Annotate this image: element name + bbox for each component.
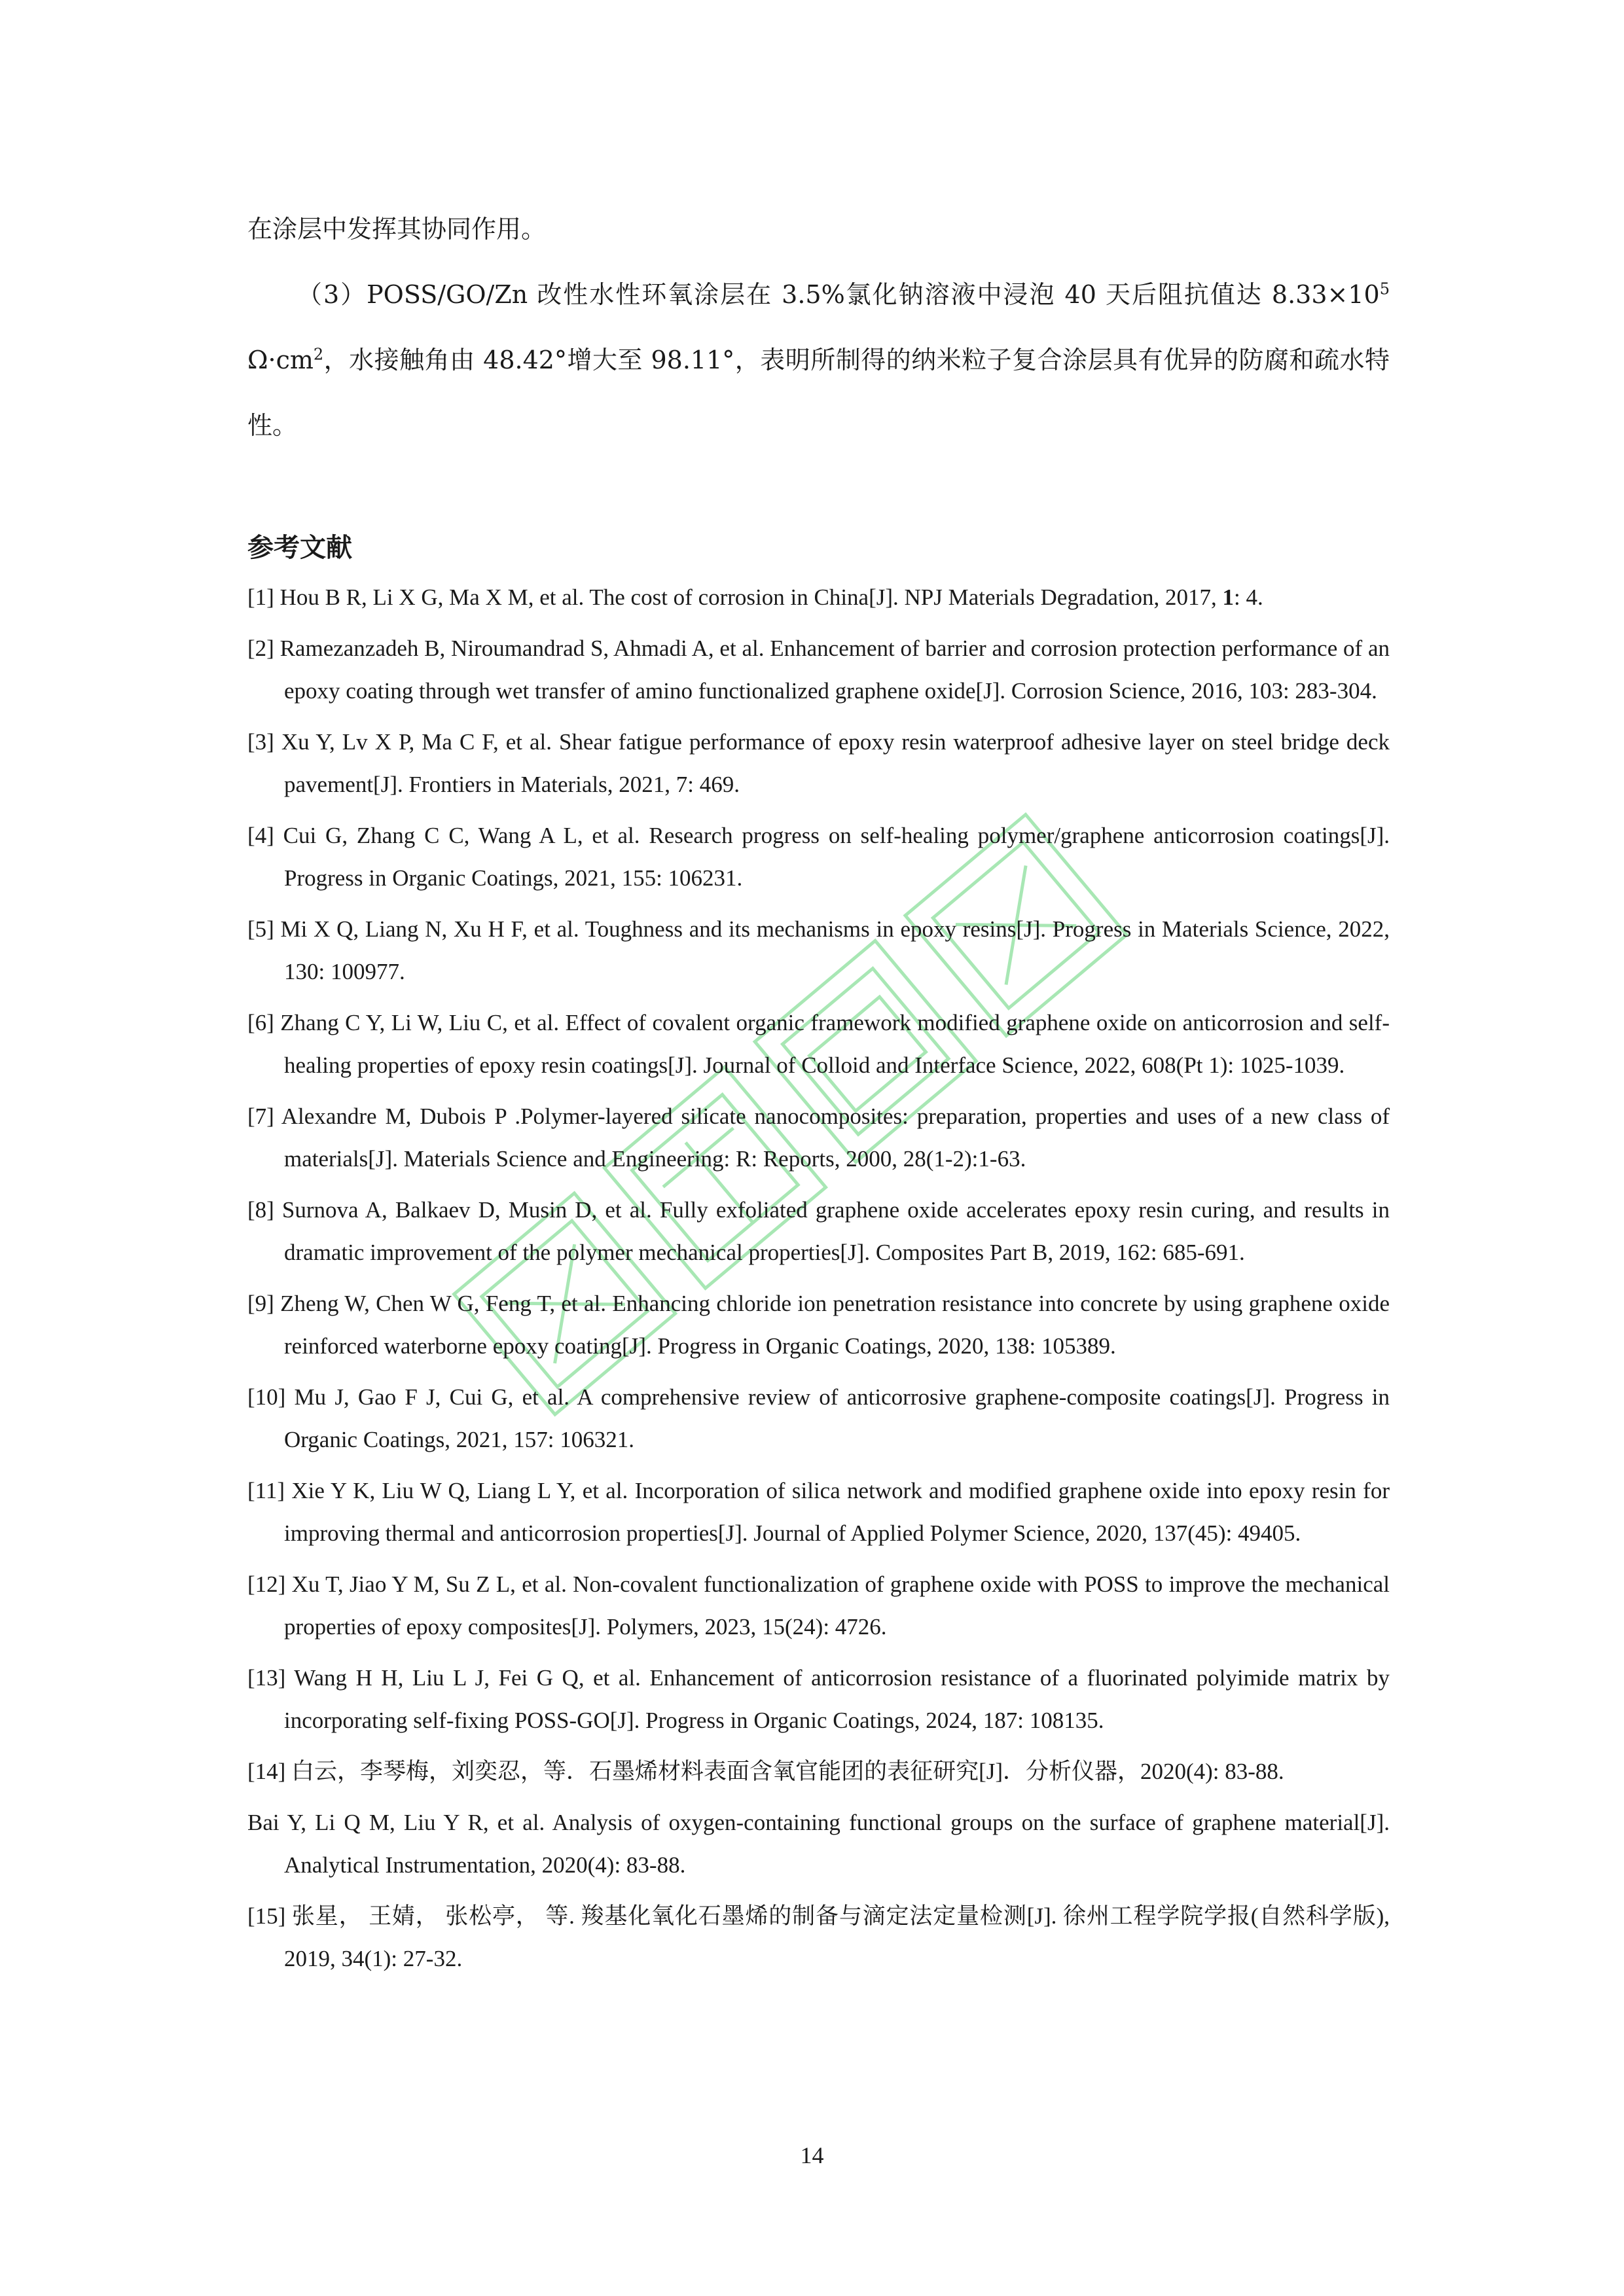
superscript-exponent: 5 bbox=[1379, 279, 1390, 298]
reference-item: Bai Y, Li Q M, Liu Y R, et al. Analysis of oxygen-containing functional groups on the surface of graphene material[J]. Analytical Instrumentation, 2020(4): 83-88. bbox=[247, 1810, 1390, 1878]
reference-item: [2] Ramezanzadeh B, Niroumandrad S, Ahmadi A, et al. Enhancement of barrier and corrosion protection performance of an epoxy coating through wet transfer of amino functionalized graphene oxide[J]. Corrosion Science, 2016, 103: 283-304. bbox=[247, 636, 1390, 704]
reference-item: [4] Cui G, Zhang C C, Wang A L, et al. Research progress on self-healing polymer/graphene anticorrosion coatings[J]. Progress in Organic Coatings, 2021, 155: 106231. bbox=[247, 823, 1390, 891]
reference-item: [3] Xu Y, Lv X P, Ma C F, et al. Shear fatigue performance of epoxy resin waterproof adhesive layer on steel bridge deck pavement[J]. Frontiers in Materials, 2021, 7: 469. bbox=[247, 729, 1390, 797]
reference-volume: 1 bbox=[1222, 584, 1235, 610]
conclusion-text-2: ，水接触角由 48.42°增大至 98.11°，表明所制得的纳米粒子复合涂层具有优异的防腐和疏水特性。 bbox=[247, 346, 1390, 440]
reference-item: [14] 白云，李琴梅，刘奕忍，等．石墨烯材料表面含氧官能团的表征研究[J]．分析仪器，2020(4): 83-88. bbox=[247, 1759, 1284, 1784]
reference-item: [8] Surnova A, Balkaev D, Musin D, et al. Fully exfoliated graphene oxide accelerates epoxy resin curing, and results in dramatic improvement of the polymer mechanical properties[J]. Composites Part B, 2019, 162: 685-691. bbox=[247, 1197, 1390, 1265]
reference-item: [11] Xie Y K, Liu W Q, Liang L Y, et al. Incorporation of silica network and modified graphene oxide into epoxy resin for improving thermal and anticorrosion properties[J]. Journal of Applied Polymer Science, 2020, 137(45): 49405. bbox=[247, 1478, 1390, 1546]
conclusion-text-1: （3）POSS/GO/Zn 改性水性环氧涂层在 3.5%氯化钠溶液中浸泡 40 天后阻抗值达 8.33×10 bbox=[297, 280, 1380, 309]
reference-item bbox=[247, 576, 1390, 619]
reference-list bbox=[247, 576, 1390, 1988]
conclusion-point-3 bbox=[247, 262, 1390, 458]
page-number: 14 bbox=[800, 2142, 824, 2168]
reference-item: [6] Zhang C Y, Li W, Liu C, et al. Effect of covalent organic framework modified graphene oxide on anticorrosion and self-healing properties of epoxy resin coatings[J]. Journal of Colloid and Interface Science, 2022, 608(Pt 1): 1025-1039. bbox=[247, 1010, 1390, 1078]
reference-item: [5] Mi X Q, Liang N, Xu H F, et al. Toughness and its mechanisms in epoxy resins[J]. Progress in Materials Science, 2022, 130: 100977. bbox=[247, 916, 1390, 984]
superscript-unit-exponent: 2 bbox=[313, 345, 324, 364]
conclusion-text-unit: Ω·cm bbox=[247, 346, 314, 374]
reference-text: [1] Hou B R, Li X G, Ma X M, et al. The cost of corrosion in China[J]. NPJ Materials Degradation, 2017, bbox=[247, 584, 1223, 610]
references-heading: 参考文献 bbox=[247, 532, 352, 563]
reference-item: [9] Zheng W, Chen W G, Feng T, et al. Enhancing chloride ion penetration resistance into concrete by using graphene oxide reinforced waterborne epoxy coating[J]. Progress in Organic Coatings, 2020, 138: 105389. bbox=[247, 1291, 1390, 1359]
reference-pages: : 4. bbox=[1234, 584, 1263, 610]
reference-item: [12] Xu T, Jiao Y M, Su Z L, et al. Non-covalent functionalization of graphene oxide with POSS to improve the mechanical properties of epoxy composites[J]. Polymers, 2023, 15(24): 4726. bbox=[247, 1571, 1390, 1640]
reference-item: [7] Alexandre M, Dubois P .Polymer-layered silicate nanocomposites: preparation, properties and uses of a new class of materials[J]. Materials Science and Engineering: R: Reports, 2000, 28(1-2):1-63. bbox=[247, 1103, 1390, 1172]
reference-item: [10] Mu J, Gao F J, Cui G, et al. A comprehensive review of anticorrosive graphene-composite coatings[J]. Progress in Organic Coatings, 2021, 157: 106321. bbox=[247, 1384, 1390, 1452]
conclusion-paragraph-end: 在涂层中发挥其协同作用。 bbox=[247, 215, 547, 243]
reference-item: [15] 张星， 王婧， 张松亭， 等. 羧基化氧化石墨烯的制备与滴定法定量检测[J]. 徐州工程学院学报(自然科学版), 2019, 34(1): 27-32. bbox=[247, 1903, 1390, 1971]
reference-item: [13] Wang H H, Liu L J, Fei G Q, et al. Enhancement of anticorrosion resistance of a fluorinated polyimide matrix by incorporating self-fixing POSS-GO[J]. Progress in Organic Coatings, 2024, 187: 108135. bbox=[247, 1665, 1390, 1733]
